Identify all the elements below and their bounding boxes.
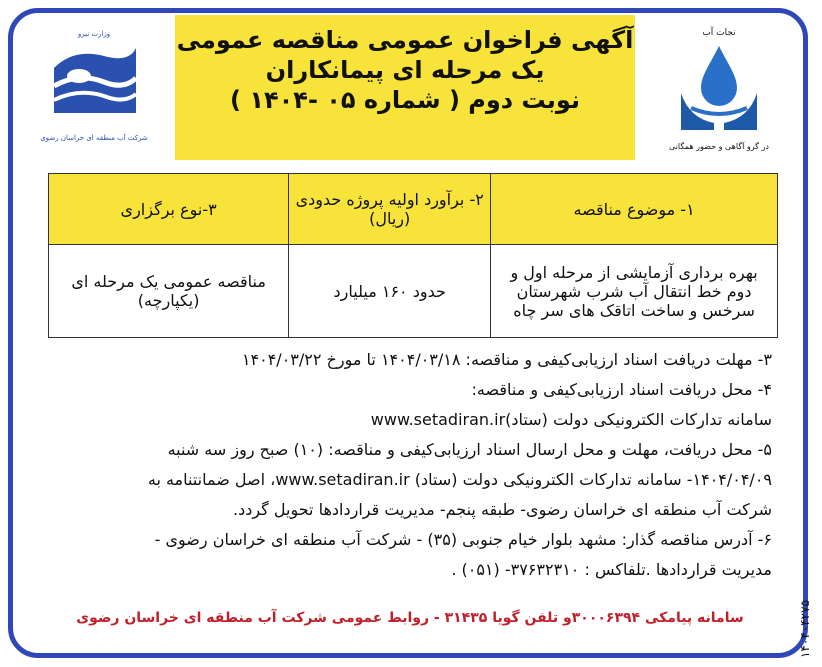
title-line-2: یک مرحله ای پیمانکاران	[265, 56, 545, 84]
ad-reference-number-text: ۱۴۰۴۰۴۲۷۵	[798, 599, 812, 658]
tender-details	[42, 345, 772, 585]
header-estimate: ۲- برآورد اولیه پروژه حدودی (ریال)	[289, 174, 491, 245]
item-4-value: سامانه تدارکات الکترونیکی دولت (ستاد)www.setadiran.ir	[370, 410, 772, 429]
table-row	[49, 245, 778, 338]
item-5-line-3: شرکت آب منطقه ای خراسان رضوی- طبقه پنجم- مدیریت قراردادها تحویل گردد.	[233, 500, 772, 519]
footer-contact: سامانه پیامکی ۳۰۰۰۶۳۹۴و تلفن گویا ۳۱۴۳۵ - روابط عمومی شرکت آب منطقه ای خراسان رضوی	[76, 610, 744, 626]
ad-reference-number	[796, 550, 816, 660]
item-6-line-2: مدیریت قراردادها .تلفاکس : ۳۷۶۳۲۳۱۰- (۰۵۱) .	[451, 560, 772, 579]
logo-left-top-text: وزارت نیرو	[77, 30, 111, 38]
logo-left-bottom-text: شرکت آب منطقه ای خراسان رضوی	[40, 134, 148, 142]
item-5-line-2: ۱۴۰۴/۰۴/۰۹- سامانه تدارکات الکترونیکی دولت (ستاد) www.setadiran.ir، اصل ضمانتنامه به	[147, 470, 772, 489]
title-banner	[175, 15, 635, 160]
title-line-1: آگهی فراخوان عمومی مناقصه عمومی	[176, 26, 634, 54]
water-drop-hands-icon	[669, 38, 769, 138]
item-6-line-1: ۶- آدرس مناقصه گذار: مشهد بلوار خیام جنوبی (۳۵) - شرکت آب منطقه ای خراسان رضوی -	[154, 530, 772, 549]
header-type: ۳-نوع برگزاری	[49, 174, 289, 245]
save-water-logo	[664, 28, 774, 168]
cell-subject: بهره برداری آزمایشی از مرحله اول و دوم خط انتقال آب شرب شهرستان سرخس و ساخت اتاقک های سر چاه	[491, 245, 778, 338]
item-3-deadline: ۳- مهلت دریافت اسناد ارزیابی‌کیفی و مناقصه: ۱۴۰۴/۰۳/۱۸ تا مورخ ۱۴۰۴/۰۳/۲۲	[241, 350, 772, 369]
logo-right-caption: نجات آب	[702, 28, 736, 38]
regional-water-company-logo	[38, 30, 150, 158]
cell-estimate: حدود ۱۶۰ میلیارد	[289, 245, 491, 338]
cell-type: مناقصه عمومی یک مرحله ای (یکپارچه)	[49, 245, 289, 338]
tender-info-table	[48, 173, 778, 338]
item-4-label: ۴- محل دریافت اسناد ارزیابی‌کیفی و مناقصه:	[471, 380, 772, 399]
item-5-line-1: ۵- محل دریافت، مهلت و محل ارسال اسناد ارزیابی‌کیفی و مناقصه: (۱۰) صبح روز سه شنبه	[167, 440, 772, 459]
water-waves-icon	[44, 38, 144, 128]
title-line-3: نوبت دوم ( شماره ۰۵ -۱۴۰۴ )	[230, 86, 580, 114]
logo-right-slogan: در گرو آگاهی و حضور همگانی	[669, 142, 769, 151]
header-subject: ۱- موضوع مناقصه	[491, 174, 778, 245]
table-header-row	[49, 174, 778, 245]
